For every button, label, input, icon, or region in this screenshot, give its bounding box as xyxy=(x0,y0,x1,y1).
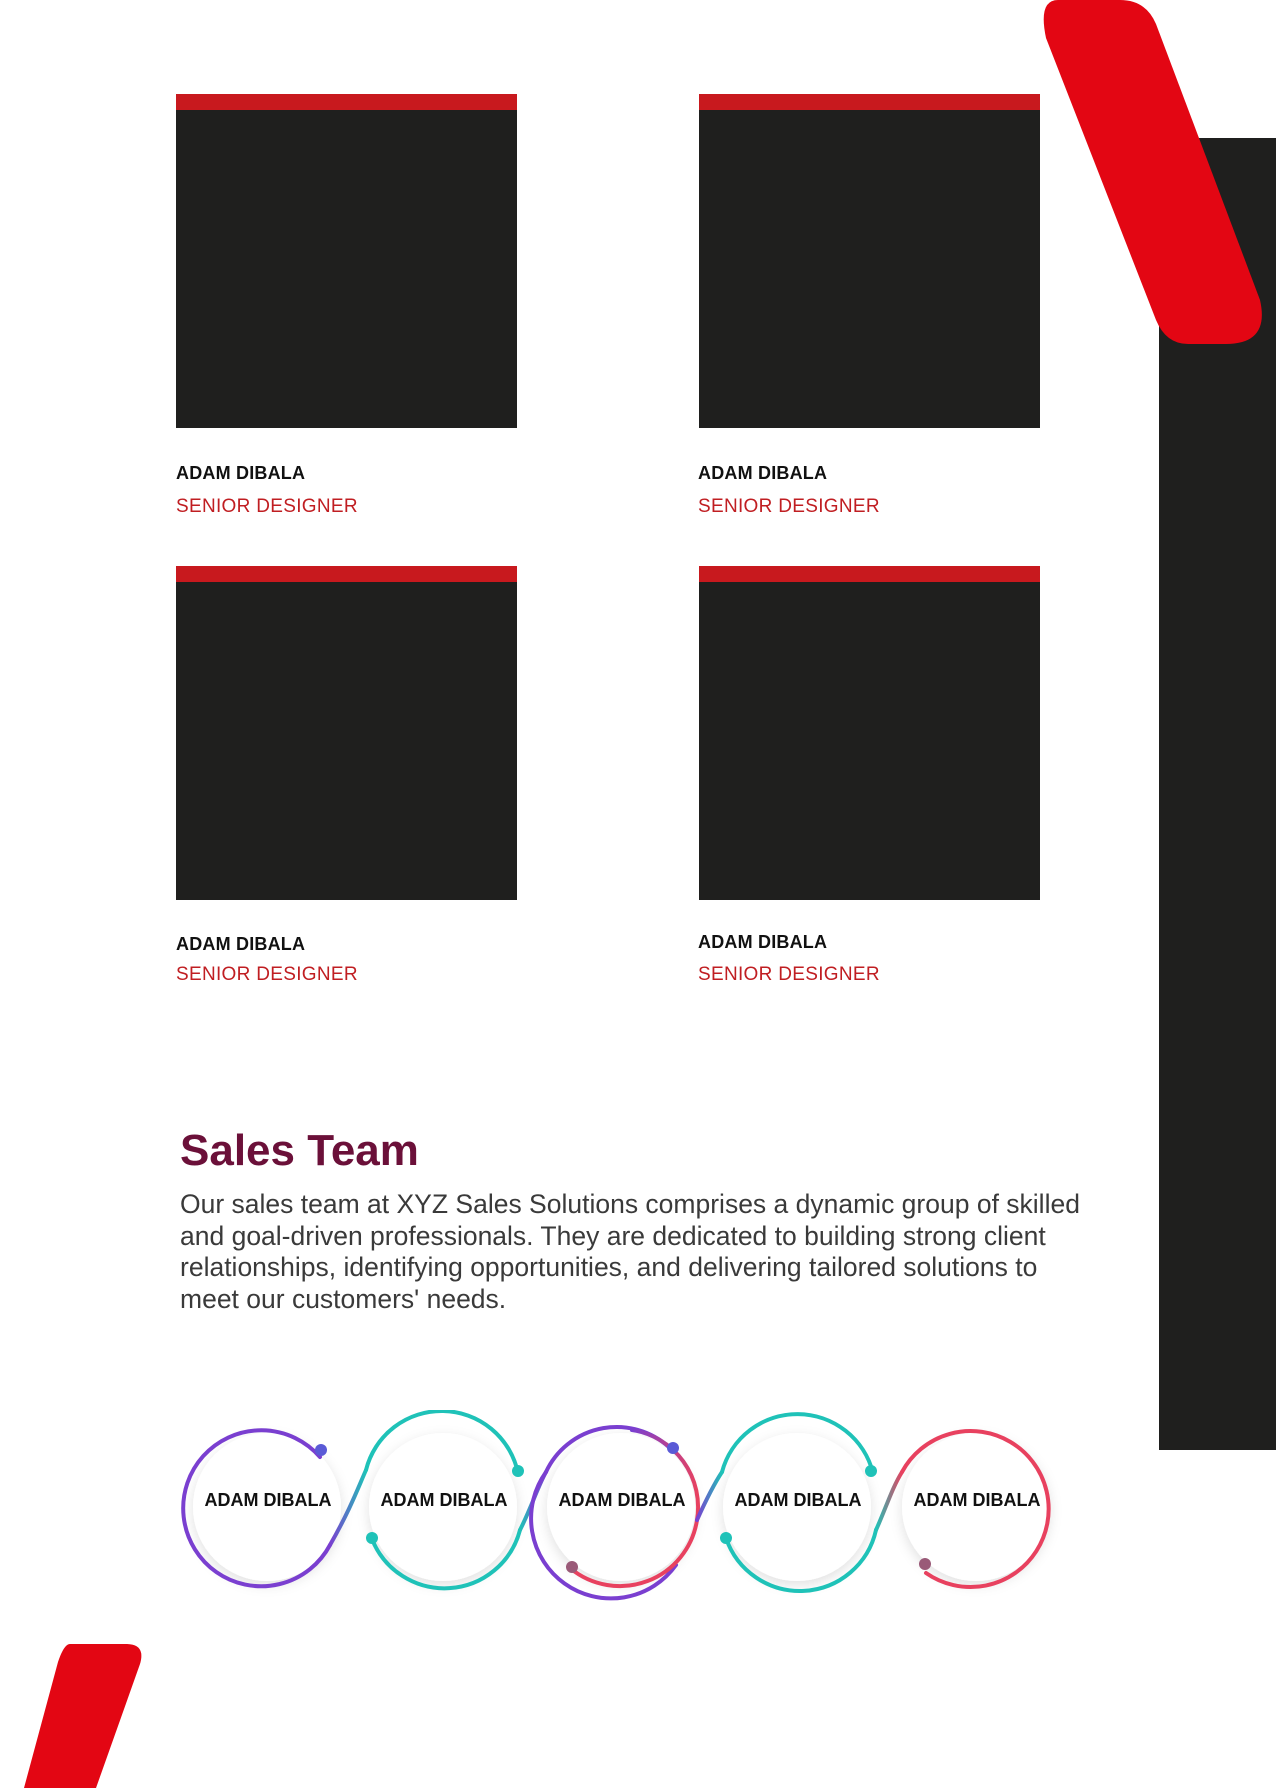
loop-label: ADAM DIBALA xyxy=(204,1490,332,1510)
member-name: ADAM DIBALA xyxy=(698,463,828,483)
section-body: Our sales team at XYZ Sales Solutions comprises a dynamic group of skilled and goal-driven professionals. They are dedicated to building strong client relationships, identifying opportunities, and delivering tailored solutions to meet our customers' needs. xyxy=(180,1189,1080,1314)
loop-dot xyxy=(512,1465,524,1477)
team-photo-placeholder xyxy=(176,566,517,900)
member-name: ADAM DIBALA xyxy=(176,463,306,483)
loop-dot xyxy=(566,1561,578,1573)
member-name: ADAM DIBALA xyxy=(698,932,828,952)
loop-dot xyxy=(865,1465,877,1477)
section-title: Sales Team xyxy=(180,1126,419,1175)
loop-dot xyxy=(667,1442,679,1454)
photo-accent-bar xyxy=(699,566,1040,582)
loop-dot xyxy=(366,1532,378,1544)
loop-dot xyxy=(315,1444,327,1456)
red-slash-decoration-bottom xyxy=(22,1642,144,1792)
member-role: SENIOR DESIGNER xyxy=(698,496,880,517)
red-slash-decoration-top xyxy=(1038,0,1268,348)
loop-label: ADAM DIBALA xyxy=(380,1490,508,1510)
photo-accent-bar xyxy=(699,94,1040,110)
photo-accent-bar xyxy=(176,94,517,110)
loop-dot xyxy=(720,1532,732,1544)
loop-label: ADAM DIBALA xyxy=(913,1490,1041,1510)
member-role: SENIOR DESIGNER xyxy=(176,496,358,517)
member-role: SENIOR DESIGNER xyxy=(698,964,880,985)
photo-accent-bar xyxy=(176,566,517,582)
loop-dot xyxy=(919,1558,931,1570)
team-photo-placeholder xyxy=(176,94,517,428)
loop-label: ADAM DIBALA xyxy=(558,1490,686,1510)
member-role: SENIOR DESIGNER xyxy=(176,964,358,985)
team-photo-placeholder xyxy=(699,566,1040,900)
team-photo-placeholder xyxy=(699,94,1040,428)
member-name: ADAM DIBALA xyxy=(176,934,306,954)
loop-label: ADAM DIBALA xyxy=(734,1490,862,1510)
